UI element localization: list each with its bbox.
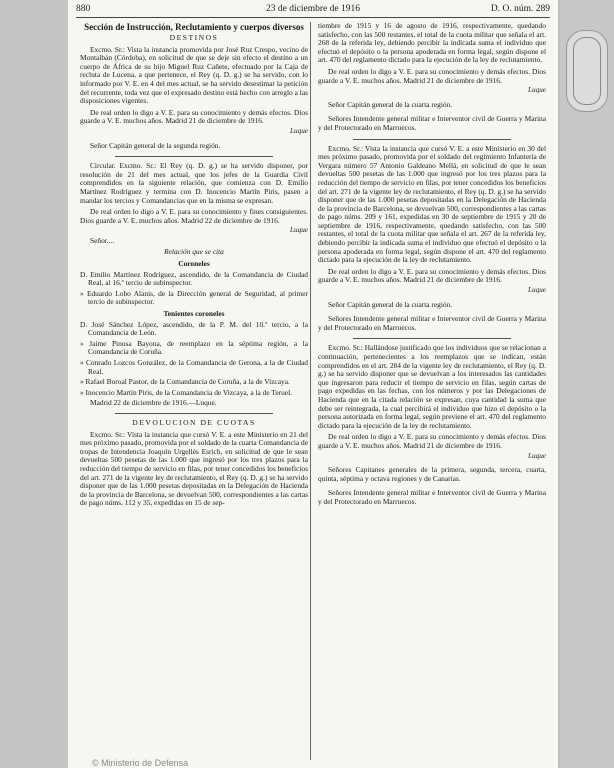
addressee: Señor Capitán general de la segunda región. [90, 140, 221, 150]
divider [353, 338, 511, 339]
scan-right-margin [560, 0, 614, 768]
paragraph: Circular. Excmo. Sr.: El Rey (q. D. g.) se ha servido disponer, por resolución de 21 del mes actual, que los jefes de la Guardia Civil comprendidos en la siguiente relación, que comienza con D. Emilio Martínez Rodríguez y termina con D. Inocencio Martín Piris, pasen a mandar los tercios y Comandancias que en la misma se expresan. [80, 161, 308, 205]
page-header [76, 4, 550, 18]
journal-number: D. O. núm. 289 [490, 4, 550, 14]
addressee: Señor Capitán general de la cuarta región. [328, 99, 453, 109]
coroneles-heading: Coroneles [178, 259, 210, 269]
paragraph: Excmo. Sr.: Vista la instancia promovida por José Ruz Crespo, vecino de Montalbán (Córdoba), en solicitud de que se deje sin efecto el destino a un cuerpo de África de su hijo Miguel Ruz Cañete, efectuado por la Caja de recluta de Lucena, a que pertenece, el Rey (q. D. g.) se ha servido, con lo informado por V. E. en 4 del mes actual, se ha servido desestimar la petición del recurrente, toda vez que el expresado destino está hecho con arreglo a las disposiciones vigentes. [80, 44, 308, 106]
paragraph: De real orden lo digo a V. E. para su conocimiento y demás efectos. Dios guarde a V. E. muchos años. Madrid 21 de diciembre de 1916. [318, 66, 546, 85]
tenientes-heading: Tenientes coroneles [163, 309, 225, 319]
archive-stamp [566, 30, 608, 112]
addressee: Señor.... [90, 235, 115, 245]
paragraph: De real orden lo digo a V. E. para su conocimiento y demás efectos. Dios guarde a V. E. muchos años. Madrid 21 de diciembre de 1916. [80, 107, 308, 126]
list-item: D. José Sánchez López, ascendido, de la P. M. del 10.º tercio, a la Comandancia de León. [80, 319, 308, 338]
list-item: » Jaime Pinosa Bayona, de reemplazo en la séptima región, a la Comandancia de Coruña. [80, 338, 308, 357]
signature: Luque [528, 86, 546, 95]
addressee: Señor Capitán general de la cuarta región. [328, 299, 453, 309]
paragraph: Excmo. Sr.: Vista la instancia que cursó V. E. a este Ministerio en 21 del mes próximo pasado, promovida por el soldado de la cuarta Comandancia de tropas de Intendencia Joaquín Urgellés Esrich, en solicitud de que le sean devueltas 500 pesetas de las 1.000 que ingresó por los tres plazos para la reducción del tiempo de servicio en filas, por tener concedidos los beneficios del art. 271 de la vigente ley de reclutamiento, el Rey (q. D. g.) se ha servido disponer que de las 1.000 pesetas depositadas en la Delegación de Hacienda de la provincia de Barcelona, se devuelvan 500, correspondientes a las cartas de pago núms. 112 y 35, expedidas en 15 de sep- [80, 429, 308, 508]
paragraph: De real orden lo digo a V. E. para su conocimiento y demás efectos. Dios guarde a V. E. muchos años. Madrid 21 de diciembre de 1916. [318, 432, 546, 450]
paragraph: Excmo. Sr.: Hallándose justificado que los individuos que se relacionan a continuación, pertenecientes a los reemplazos que se indican, están comprendidos en el art. 284 de la vigente ley de reclutamiento, el Rey (q. D. g.) se ha servido disponer que se devuelvan a los interesados las cantidades que ingresaron para reducir el tiempo de servicio en filas, según cartas de pago expedidas en las fechas, con los números y por las Delegaciones de Hacienda que en la citada relación se expresan, cuya cantidad la suma que debe ser reintegrada, la cual percibirá el individuo que hizo el depósito o la persona autorizada en forma legal, según previene el art. 470 del reglamento dictado para la ejecución de la ley de reclutamiento. [318, 343, 546, 430]
divider [353, 139, 511, 140]
signature: Luque [528, 451, 546, 460]
addressee: Señores Intendente general militar e Interventor civil de Guerra y Marina y del Protectorado en Marruecos. [318, 314, 546, 332]
destinos-heading: DESTINOS [169, 33, 219, 42]
document-page [68, 0, 558, 768]
signature: Luque [290, 226, 308, 235]
divider [115, 156, 273, 157]
addressee: Señores Capitanes generales de la primera, segunda, tercera, cuarta, quinta, séptima y octava regiones y de Canarias. [318, 465, 546, 483]
issue-date: 23 de diciembre de 1916 [266, 4, 360, 14]
list-item: D. Emilio Martínez Rodríguez, ascendido, de la Comandancia de Ciudad Real, al 16.º tercio de subinspector. [80, 269, 308, 288]
signature: Luque [290, 126, 308, 135]
paragraph: tiembre de 1915 y 16 de agosto de 1916, respectivamente, quedando satisfecho, con las 500 restantes, el total de la cuota militar que señala el art. 268 de la referida ley, debiendo percibir la indicada suma el individuo que efectuó el depósito o la persona apoderada en forma legal, según dispone el art. 470 del reglamento dictado para la ejecución de la ley de reclutamiento. [318, 21, 546, 65]
date-signature: Madrid 22 de diciembre de 1916.—Luque. [90, 398, 217, 408]
right-column [318, 22, 546, 513]
list-item: » Inocencio Martín Piris, de la Comandancia de Vizcaya, a la de Teruel. [80, 387, 292, 397]
devolucion-heading: DEVOLUCION DE CUOTAS [132, 417, 256, 427]
copyright-watermark: © Ministerio de Defensa [92, 758, 189, 768]
addressee: Señores Intendente general militar e Interventor civil de Guerra y Marina y del Protectorado en Marruecos. [318, 488, 546, 506]
header-rule [76, 17, 550, 18]
scan-left-margin [0, 0, 68, 768]
page-number: 880 [76, 4, 91, 14]
list-item: » Eduardo Lobo Alanis, de la Dirección general de Seguridad, al primer tercio de subinspector. [80, 288, 308, 307]
paragraph: De real orden lo digo a V. E. para su conocimiento y fines consiguientes. Dios guarde a V. E. muchos años. Madrid 22 de diciembre de 1916. [80, 207, 308, 225]
paragraph: De real orden lo digo a V. E. para su conocimiento y demás efectos. Dios guarde a V. E. muchos años. Madrid 21 de diciembre de 1916. [318, 266, 546, 285]
paragraph: Excmo. Sr.: Vista la instancia que cursó V. E. a este Ministerio en 30 del mes próximo pasado, promovida por el soldado del regimiento Infantería de Vergara número 57 Antonio Galdeano Mellá, en solicitud de que le sean devueltas 500 pesetas de las 1.000 que ingresó por los tres plazos para la reducción del tiempo de servicio en filas, por tener concedidos los beneficios del art. 271 de la vigente ley de reclutamiento, el Rey (q. D. g.) se ha servido disponer que de las 1.000 pesetas depositadas en la Delegación de Hacienda de la provincia de Barcelona, se devuelvan 500, correspondientes a las cartas de pago núms. 209 y 161, expedidas en 30 de septiembre de 1915 y 20 de septiembre de 1916, respectivamente, quedando satisfecho, con las 500 restantes, el total de la cuota militar que señala el art. 267 de la referida ley, debiendo percibir la indicada suma el individuo que efectuó el depósito o la persona apoderada en forma legal, según dispone el art. 470 del reglamento dictado para la ejecución de la ley de reclutamiento. [318, 143, 546, 265]
divider [115, 413, 273, 414]
signature: Luque [528, 286, 546, 295]
list-item: » Rafael Boroal Pastor, de la Comandancia de Coruña, a la de Vizcaya. [80, 377, 290, 387]
column-divider [310, 22, 311, 760]
list-item: » Conrado Lozcos González, de la Comandancia de Gerona, a la de Ciudad Real. [80, 358, 308, 376]
addressee: Señores Intendente general militar e Interventor civil de Guerra y Marina y del Protectorado en Marruecos. [318, 114, 546, 132]
relacion-heading: Relación que se cita [164, 247, 224, 257]
section-title: Sección de Instrucción, Reclutamiento y cuerpos diversos [84, 22, 304, 32]
left-column [80, 22, 308, 511]
